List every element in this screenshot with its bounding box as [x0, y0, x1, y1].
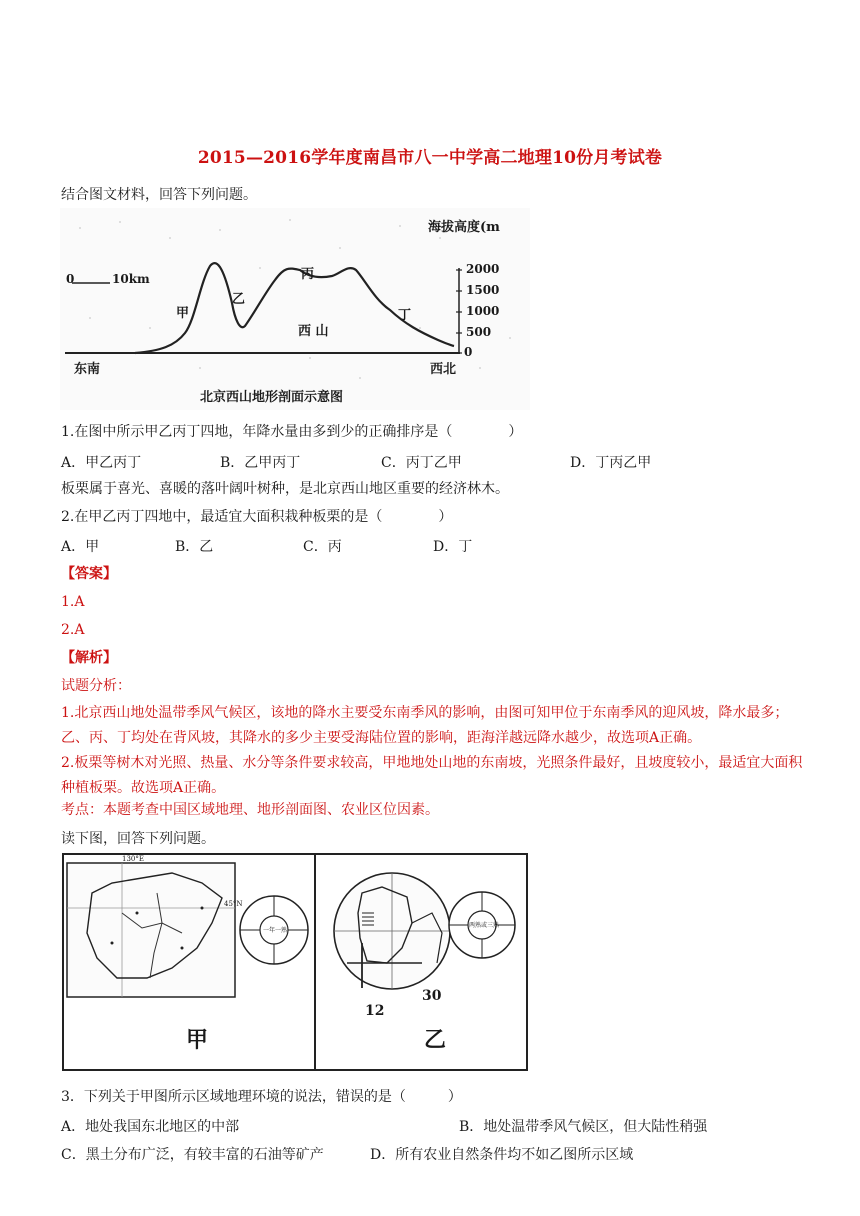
question-1-stem: 1.在图中所示甲乙丙丁四地，年降水量由多到少的正确排序是（ ）	[61, 424, 523, 440]
material-text-2: 板栗属于喜光、喜暖的落叶阔叶树种，是北京西山地区重要的经济林木。	[61, 481, 509, 497]
number-12: 12	[365, 1003, 385, 1019]
q2-option-d: D．丁	[433, 539, 473, 555]
q2-option-b: B．乙	[175, 539, 214, 555]
longitude-label: 130°E	[122, 855, 144, 863]
intro-text-2: 读下图，回答下列问题。	[61, 831, 215, 847]
q2-option-c: C．丙	[303, 539, 342, 555]
q3-option-d: D．所有农业自然条件均不如乙图所示区域	[370, 1147, 634, 1163]
analysis-header: 【解析】	[61, 650, 117, 666]
q1-option-c: C．丙丁乙甲	[381, 455, 462, 471]
q3-option-c: C．黑土分布广泛，有较丰富的石油等矿产	[61, 1147, 324, 1163]
point-yi: 乙	[232, 292, 246, 307]
page-title: 2015—2016学年度南昌市八一中学高二地理10份月考试卷	[197, 148, 663, 168]
q2-option-a: A．甲	[61, 539, 100, 555]
question-3-stem: 3．下列关于甲图所示区域地理环境的说法，错误的是（ ）	[61, 1089, 462, 1105]
tick-500: 500	[466, 325, 492, 339]
tick-2000: 2000	[466, 262, 500, 276]
scale-label: 10km	[112, 272, 150, 286]
q1-option-a: A．甲乙丙丁	[61, 455, 142, 471]
analysis-label: 试题分析：	[61, 678, 131, 694]
kaodian-text: 考点：本题考查中国区域地理、地形剖面图、农业区位因素。	[61, 802, 439, 818]
latitude-label: 45°N	[224, 900, 243, 908]
tick-1500: 1500	[466, 283, 500, 297]
point-ding: 丁	[398, 308, 412, 323]
q1-option-d: D．丁丙乙甲	[570, 455, 652, 471]
q3-option-b: B．地处温带季风气候区，但大陆性稍强	[459, 1119, 708, 1135]
q3-option-a: A．地处我国东北地区的中部	[61, 1119, 240, 1135]
answer-header: 【答案】	[61, 566, 117, 582]
map-label-jia: 甲	[186, 1027, 209, 1053]
tick-1000: 1000	[466, 304, 500, 318]
left-circle-center: 一年一熟	[263, 927, 288, 934]
tick-0: 0	[464, 345, 473, 359]
number-30: 30	[422, 988, 442, 1004]
map-label-yi: 乙	[424, 1027, 447, 1053]
answer-1: 1.A	[61, 594, 85, 610]
answer-2: 2.A	[61, 622, 85, 638]
scale-zero: 0	[66, 272, 75, 286]
direction-southeast: 东南	[74, 362, 101, 377]
figure1-caption: 北京西山地形剖面示意图	[200, 390, 344, 405]
analysis-paragraph-2: 2.板栗等树木对光照、热量、水分等条件要求较高，甲地地处山地的东南坡，光照条件最好，且坡度较小，最适宜大面积种植板栗。故选项A正确。	[61, 755, 803, 796]
direction-northwest: 西北	[430, 362, 457, 377]
analysis-paragraph-1: 1.北京西山地处温带季风气候区，该地的降水主要受东南季风的影响，由图可知甲位于东南季风的迎风坡，降水最多；乙、丙、丁均处在背风坡，其降水的多少主要受海陆位置的影响，距海洋越远降水越少，故选项A正确。	[61, 705, 789, 746]
question-2-stem: 2.在甲乙丙丁四地中，最适宜大面积栽种板栗的是（ ）	[61, 509, 453, 525]
intro-text-1: 结合图文材料，回答下列问题。	[61, 187, 257, 203]
right-circle-center: 两熟或三熟	[469, 922, 500, 929]
regional-maps-figure	[62, 853, 528, 1071]
q1-option-b: B．乙甲丙丁	[220, 455, 301, 471]
point-bing: 丙	[301, 267, 315, 282]
elevation-axis-title: 海拔高度(m	[428, 220, 500, 235]
point-jia: 甲	[176, 306, 190, 321]
terrain-profile-figure	[60, 208, 530, 410]
mountain-label: 西 山	[298, 324, 329, 339]
